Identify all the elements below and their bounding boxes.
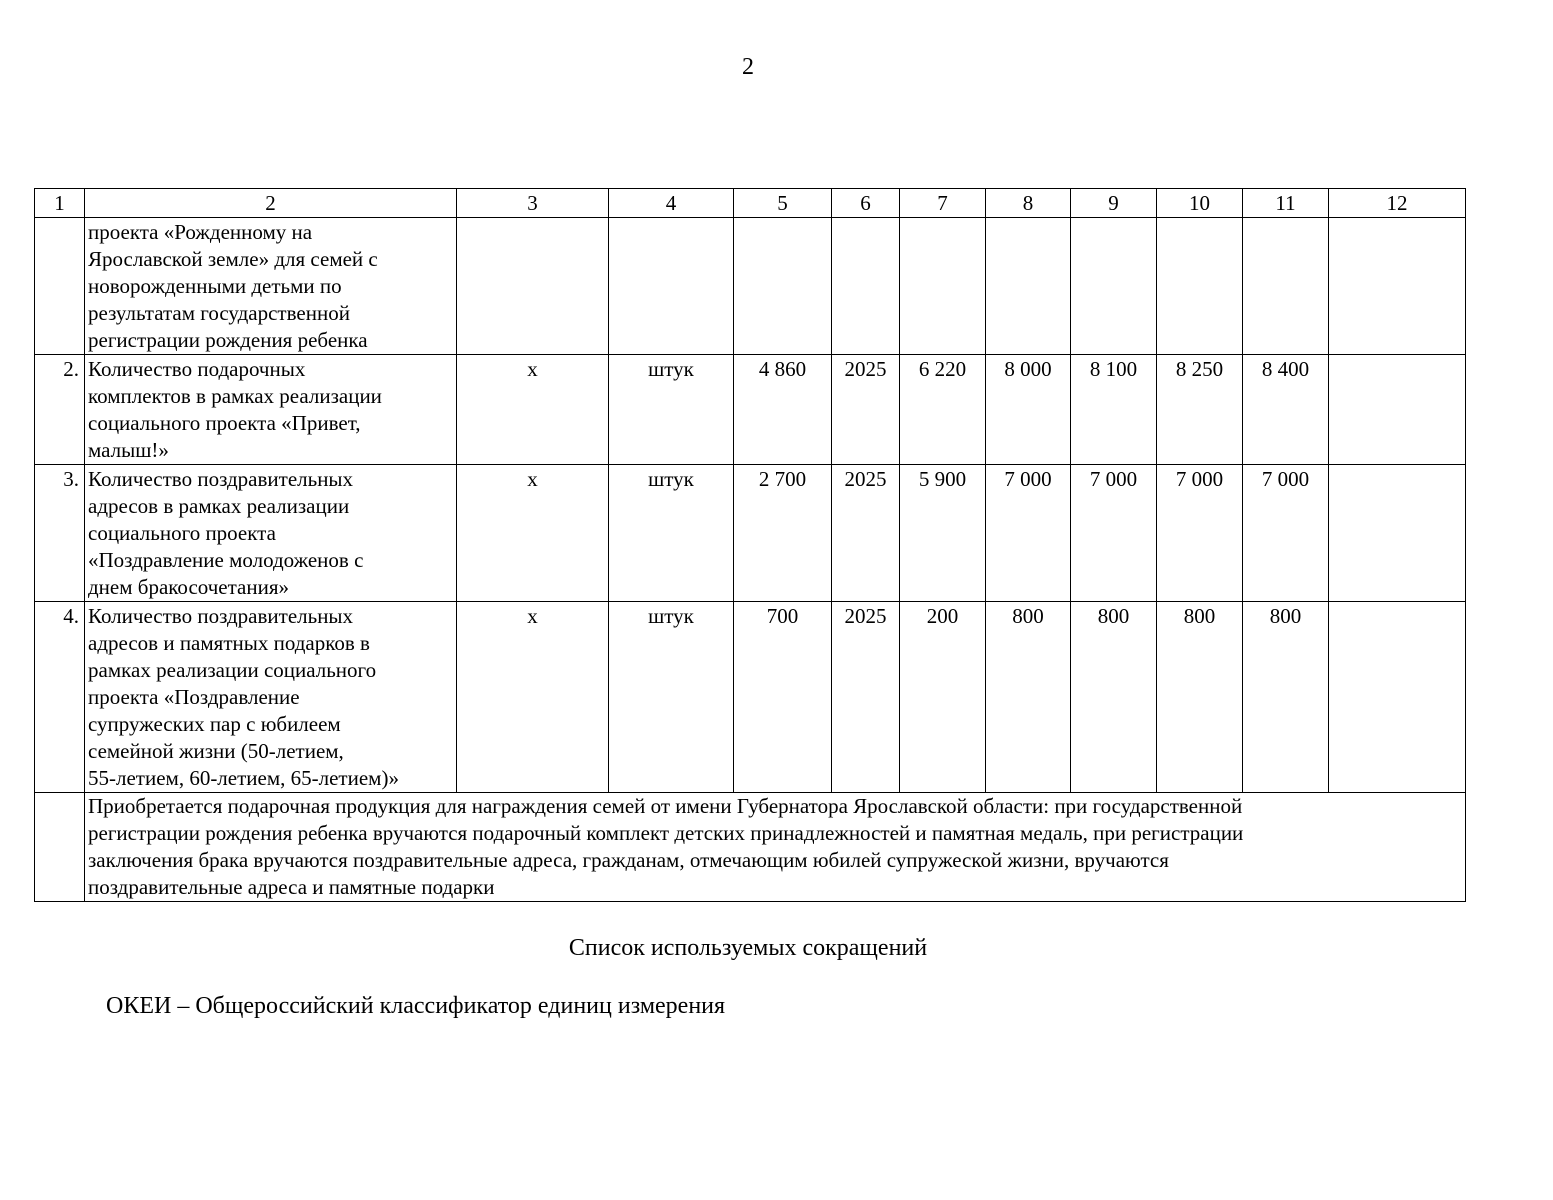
table-row (35, 355, 1466, 465)
value-cell-c12 (1329, 218, 1466, 355)
table-row (35, 602, 1466, 793)
note-number-cell (35, 793, 85, 902)
value-cell-c5: 700 (734, 602, 832, 793)
value-cell-c11 (1243, 218, 1329, 355)
note-line: Приобретается подарочная продукция для награждения семей от имени Губернатора Ярославской области: при государственной (88, 794, 1243, 818)
value-cell-c3: х (457, 465, 609, 602)
value-cell-c11: 8 400 (1243, 355, 1329, 465)
note-line: заключения брака вручаются поздравительные адреса, гражданам, отмечающим юбилей супружеской жизни, вручаются (88, 848, 1169, 872)
note-row (35, 793, 1466, 902)
column-number-header: 9 (1071, 189, 1157, 218)
value-cell-c11: 7 000 (1243, 465, 1329, 602)
indicator-name-line: «Поздравление молодоженов с (88, 548, 364, 572)
indicator-name-line: адресов и памятных подарков в (88, 631, 370, 655)
value-cell-c8: 7 000 (986, 465, 1071, 602)
row-number: 3. (35, 465, 85, 602)
value-cell-c8 (986, 218, 1071, 355)
value-cell-c9 (1071, 218, 1157, 355)
indicator-name (85, 465, 457, 602)
indicator-name-line: Количество поздравительных (88, 467, 354, 491)
column-number-header: 6 (832, 189, 900, 218)
indicator-name (85, 602, 457, 793)
column-number-header: 8 (986, 189, 1071, 218)
value-cell-c8: 8 000 (986, 355, 1071, 465)
value-cell-c10: 8 250 (1157, 355, 1243, 465)
column-number-header: 2 (85, 189, 457, 218)
indicator-name-line: социального проекта «Привет, (88, 411, 361, 435)
value-cell-c4: штук (609, 355, 734, 465)
abbreviation-okei: ОКЕИ – Общероссийский классификатор единиц измерения (106, 993, 726, 1019)
value-cell-c7: 6 220 (900, 355, 986, 465)
indicator-name-line: проекта «Поздравление (88, 685, 300, 709)
value-cell-c6: 2025 (832, 465, 900, 602)
abbreviations-title: Список используемых сокращений (568, 935, 928, 961)
indicator-name-line: комплектов в рамках реализации (88, 384, 382, 408)
value-cell-c7 (900, 218, 986, 355)
value-cell-c6: 2025 (832, 602, 900, 793)
row-number: 4. (35, 602, 85, 793)
indicator-name-line: днем бракосочетания» (88, 575, 289, 599)
row-number: 2. (35, 355, 85, 465)
column-number-header: 5 (734, 189, 832, 218)
column-number-header: 7 (900, 189, 986, 218)
page-number: 2 (742, 54, 754, 80)
indicator-name-line: новорожденными детьми по (88, 274, 342, 298)
table-row (35, 218, 1466, 355)
column-number-header: 11 (1243, 189, 1329, 218)
indicators-table (34, 188, 1466, 902)
indicator-name-line: малыш!» (88, 438, 169, 462)
value-cell-c6: 2025 (832, 355, 900, 465)
indicator-name-line: регистрации рождения ребенка (88, 328, 368, 352)
value-cell-c12 (1329, 465, 1466, 602)
indicator-name-line: 55-летием, 60-летием, 65-летием)» (88, 766, 399, 790)
table-row (35, 465, 1466, 602)
indicator-name-line: Количество подарочных (88, 357, 306, 381)
indicator-name-line: проекта «Рожденному на (88, 220, 313, 244)
value-cell-c9: 800 (1071, 602, 1157, 793)
value-cell-c5: 2 700 (734, 465, 832, 602)
indicator-name-line: социального проекта (88, 521, 276, 545)
value-cell-c3 (457, 218, 609, 355)
indicator-name-line: Ярославской земле» для семей с (88, 247, 378, 271)
value-cell-c8: 800 (986, 602, 1071, 793)
value-cell-c4: штук (609, 602, 734, 793)
value-cell-c4: штук (609, 465, 734, 602)
value-cell-c3: х (457, 602, 609, 793)
indicator-name (85, 355, 457, 465)
indicator-name-line: Количество поздравительных (88, 604, 354, 628)
value-cell-c9: 8 100 (1071, 355, 1157, 465)
column-number-header: 3 (457, 189, 609, 218)
column-number-header: 1 (35, 189, 85, 218)
value-cell-c10 (1157, 218, 1243, 355)
indicator-name-line: рамках реализации социального (88, 658, 377, 682)
column-number-header: 12 (1329, 189, 1466, 218)
value-cell-c10: 800 (1157, 602, 1243, 793)
indicator-name-line: супружеских пар с юбилеем (88, 712, 341, 736)
value-cell-c5 (734, 218, 832, 355)
note-line: регистрации рождения ребенка вручаются подарочный комплект детских принадлежностей и памятная медаль, при регистрации (88, 821, 1244, 845)
value-cell-c3: х (457, 355, 609, 465)
value-cell-c5: 4 860 (734, 355, 832, 465)
note-text (85, 793, 1466, 902)
value-cell-c10: 7 000 (1157, 465, 1243, 602)
value-cell-c7: 200 (900, 602, 986, 793)
column-number-header: 10 (1157, 189, 1243, 218)
value-cell-c4 (609, 218, 734, 355)
value-cell-c12 (1329, 355, 1466, 465)
table-header-row (35, 189, 1466, 218)
value-cell-c7: 5 900 (900, 465, 986, 602)
row-number (35, 218, 85, 355)
value-cell-c9: 7 000 (1071, 465, 1157, 602)
indicator-name-line: адресов в рамках реализации (88, 494, 350, 518)
value-cell-c11: 800 (1243, 602, 1329, 793)
note-line: поздравительные адреса и памятные подарки (88, 875, 495, 899)
indicator-name (85, 218, 457, 355)
value-cell-c12 (1329, 602, 1466, 793)
indicator-name-line: результатам государственной (88, 301, 350, 325)
value-cell-c6 (832, 218, 900, 355)
indicator-name-line: семейной жизни (50-летием, (88, 739, 344, 763)
column-number-header: 4 (609, 189, 734, 218)
